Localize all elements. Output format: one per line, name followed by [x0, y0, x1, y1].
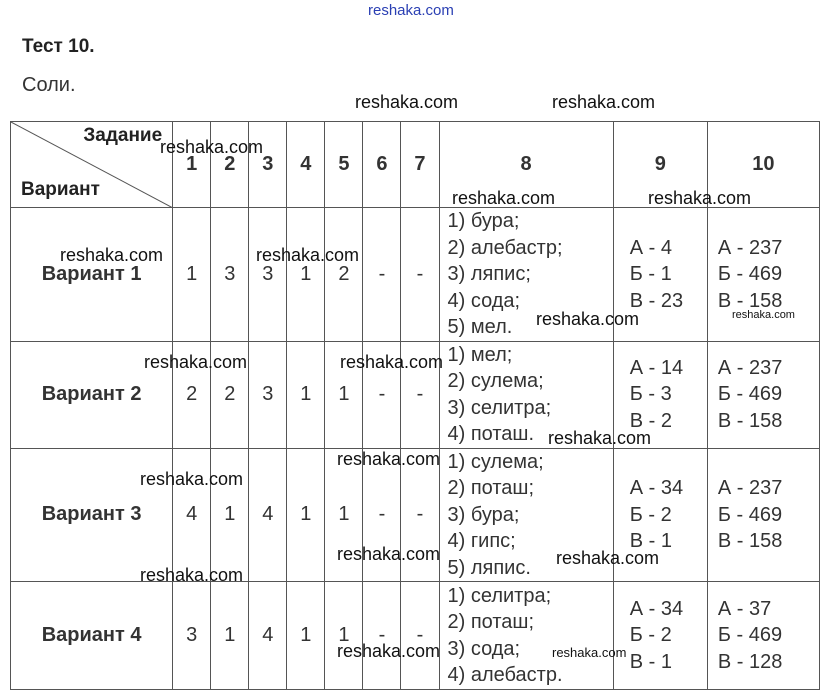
column-header: 10	[707, 122, 819, 208]
answer-cell: 2	[325, 208, 363, 342]
watermark: reshaka.com	[548, 428, 652, 448]
column-header: 4	[287, 122, 325, 208]
variant-label: Вариант 2	[11, 341, 173, 448]
table-row	[11, 582, 820, 690]
variant-label: Вариант 4	[11, 582, 173, 690]
q9-line: В - 2	[629, 409, 672, 432]
answer-cell: -	[363, 448, 401, 582]
q9-line: Б - 2	[629, 624, 672, 647]
q9-line: В - 1	[629, 530, 672, 552]
q10-line: Б - 469	[717, 383, 783, 406]
variant-label: Вариант 1	[11, 208, 173, 342]
test-subtitle: Соли.	[22, 74, 76, 96]
corner-task-label: Задание	[83, 125, 163, 146]
q8-line: 1) мел;	[447, 343, 513, 366]
q8-line: 4) алебастр.	[447, 664, 563, 686]
q10-cell	[707, 341, 819, 448]
watermark: reshaka.com	[552, 645, 627, 660]
q8-line: 1) бура;	[447, 210, 520, 232]
q9-line: А - 4	[629, 236, 672, 259]
column-header: 5	[325, 122, 363, 208]
answer-cell: 3	[249, 341, 287, 448]
q9-line: Б - 2	[629, 503, 672, 526]
answer-cell: 1	[287, 341, 325, 448]
watermark: reshaka.com	[144, 352, 248, 372]
answer-cell: 1	[287, 582, 325, 690]
q8-line: 1) сулема;	[447, 450, 544, 473]
watermark: reshaka.com	[140, 469, 244, 489]
watermark: reshaka.com	[340, 352, 444, 372]
q8-line: 5) мел.	[447, 316, 513, 338]
answer-cell: 1	[173, 208, 211, 342]
watermark: reshaka.com	[160, 137, 264, 157]
corner-cell	[11, 122, 173, 208]
answer-cell: 2	[211, 341, 249, 448]
table-row	[11, 208, 820, 342]
site-link[interactable]: reshaka.com	[368, 2, 454, 19]
watermark: reshaka.com	[337, 449, 441, 469]
q10-line: В - 158	[717, 289, 783, 312]
q8-line: 2) поташ;	[447, 611, 535, 633]
q8-line: 2) сулема;	[447, 370, 544, 392]
q8-line: 5) ляпис.	[447, 556, 531, 579]
q10-cell	[707, 582, 819, 690]
corner-variant-label: Вариант	[21, 179, 100, 200]
answer-cell: 1	[211, 448, 249, 582]
answer-cell: 4	[249, 582, 287, 690]
column-header: 1	[173, 122, 211, 208]
q8-line: 4) поташ.	[447, 423, 535, 445]
answer-cell: 1	[325, 341, 363, 448]
answer-cell: -	[401, 582, 439, 690]
q10-cell	[707, 448, 819, 582]
test-title: Тест 10.	[22, 36, 95, 57]
answer-cell: 4	[249, 448, 287, 582]
answer-cell: 1	[325, 582, 363, 690]
q9-line: А - 14	[629, 356, 684, 379]
q10-line: А - 237	[717, 236, 783, 259]
q8-line: 4) сода;	[447, 289, 521, 312]
answer-cell: -	[363, 582, 401, 690]
watermark: reshaka.com	[452, 188, 556, 208]
watermark: reshaka.com	[337, 544, 441, 564]
q9-line: А - 34	[629, 597, 684, 620]
q8-line: 3) селитра;	[447, 396, 552, 419]
q8-line: 3) бура;	[447, 503, 520, 526]
column-header: 6	[363, 122, 401, 208]
watermark: reshaka.com	[337, 641, 441, 661]
q10-line: В - 158	[717, 409, 783, 432]
watermark: reshaka.com	[60, 245, 164, 265]
answer-cell: 3	[173, 582, 211, 690]
answer-cell: -	[401, 448, 439, 582]
answer-cell: -	[363, 208, 401, 342]
watermark: reshaka.com	[732, 309, 795, 321]
q10-line: Б - 469	[717, 263, 783, 285]
answer-cell: 1	[287, 208, 325, 342]
q9-line: Б - 1	[629, 263, 672, 285]
q10-line: Б - 469	[717, 624, 783, 647]
column-header: 3	[249, 122, 287, 208]
q9-line: А - 34	[629, 477, 684, 499]
q10-line: В - 128	[717, 650, 783, 673]
watermark: reshaka.com	[355, 92, 459, 112]
q10-line: Б - 469	[717, 503, 783, 526]
watermark: reshaka.com	[256, 245, 360, 265]
q8-cell	[439, 582, 613, 690]
answer-cell: 3	[249, 208, 287, 342]
q8-line: 2) поташ;	[447, 477, 535, 499]
answer-cell: -	[363, 341, 401, 448]
answer-cell: 1	[325, 448, 363, 582]
column-header: 2	[211, 122, 249, 208]
q10-line: А - 37	[717, 597, 772, 620]
q9-line: В - 1	[629, 650, 672, 673]
q10-line: А - 237	[717, 356, 783, 379]
answer-cell: 3	[211, 208, 249, 342]
answer-cell: 2	[173, 341, 211, 448]
q9-line: Б - 3	[629, 383, 672, 406]
q8-line: 1) селитра;	[447, 584, 552, 607]
column-header: 8	[439, 122, 613, 208]
q10-line: А - 237	[717, 477, 783, 499]
variant-label: Вариант 3	[11, 448, 173, 582]
column-header: 7	[401, 122, 439, 208]
watermark: reshaka.com	[556, 548, 660, 568]
q8-line: 2) алебастр;	[447, 236, 563, 259]
column-header: 9	[613, 122, 707, 208]
q9-line: В - 23	[629, 289, 684, 312]
q8-line: 3) сода;	[447, 637, 521, 660]
watermark: reshaka.com	[140, 565, 244, 585]
answer-cell: 1	[211, 582, 249, 690]
q8-line: 4) гипс;	[447, 530, 516, 552]
watermark: reshaka.com	[552, 92, 656, 112]
answer-cell: 1	[287, 448, 325, 582]
q8-line: 3) ляпис;	[447, 263, 531, 285]
watermark: reshaka.com	[536, 309, 640, 329]
watermark: reshaka.com	[648, 188, 752, 208]
answer-cell: 4	[173, 448, 211, 582]
answer-cell: -	[401, 341, 439, 448]
q10-line: В - 158	[717, 530, 783, 552]
q9-cell	[613, 582, 707, 690]
answer-cell: -	[401, 208, 439, 342]
